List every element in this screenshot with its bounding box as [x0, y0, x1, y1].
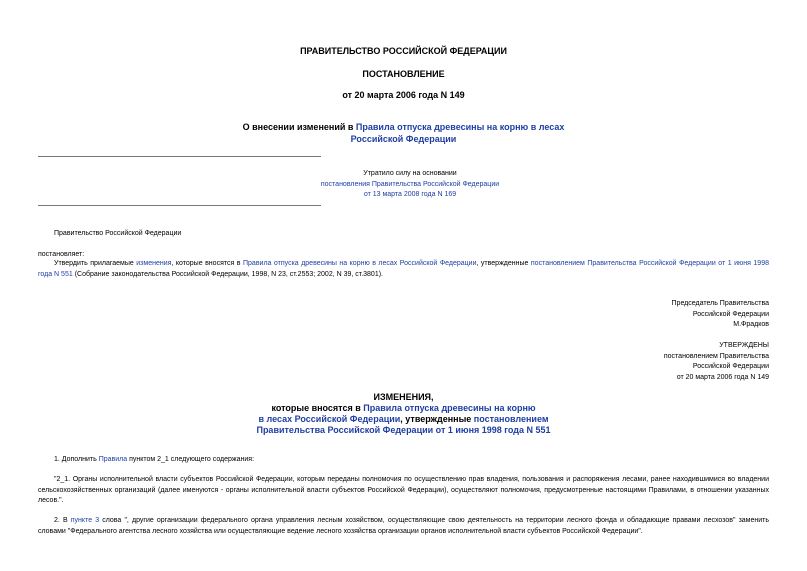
document-type: ПОСТАНОВЛЕНИЕ	[362, 69, 445, 79]
item-1	[54, 455, 254, 466]
changes-title-rules-link-cont[interactable]: в лесах Российской Федерации	[258, 414, 401, 424]
document-title-prefix: О внесении изменений в	[242, 122, 356, 132]
status-decree-link[interactable]: постановления Правительства Российской Федерации	[320, 180, 500, 188]
decree-551-link[interactable]: постановлением Правительства Российской Федерации от 1 июня 1998 года N 551	[38, 260, 769, 278]
item1-rules-link[interactable]: Правила	[98, 456, 128, 463]
divider-bottom	[38, 205, 321, 206]
document-title	[0, 121, 807, 145]
status-note	[300, 169, 520, 201]
item-2	[38, 516, 769, 537]
title-rules-link-cont[interactable]: Российской Федерации	[350, 134, 457, 144]
rules-link[interactable]: Правила отпуска древесины на корню в лесах Российской Федерации	[243, 260, 477, 267]
paragraph-approve	[38, 259, 769, 280]
changes-title-line1: ИЗМЕНЕНИЯ,	[373, 392, 434, 402]
signature-line1: Председатель Правительства	[671, 300, 769, 307]
approved-line2: постановлением Правительства	[663, 352, 769, 360]
approved-line3: Российской Федерации	[692, 363, 769, 370]
signature-name: М.Фрадков	[733, 321, 769, 328]
item1-text-b: пунктом 2_1 следующего содержания:	[127, 456, 255, 463]
title-rules-link[interactable]: Правила отпуска древесины на корню в лесах	[355, 122, 565, 132]
p1-text-b: , которые вносятся в	[171, 260, 243, 267]
decides-text: постановляет:	[38, 251, 85, 258]
changes-title-rules-link[interactable]: Правила отпуска древесины на корню	[363, 403, 536, 413]
approved-line4: от 20 марта 2006 года N 149	[676, 373, 769, 381]
p1-text-d: (Собрание законодательства Российской Федерации, 1998, N 23, ст.2553; 2002, N 39, ст.3801).	[72, 270, 383, 278]
item1-text-a: 1. Дополнить	[54, 456, 99, 463]
changes-link[interactable]: изменения	[136, 260, 172, 267]
document-org: ПРАВИТЕЛЬСТВО РОССИЙСКОЙ ФЕДЕРАЦИИ	[300, 46, 507, 56]
item-1-quote: "2_1. Органы исполнительной власти субъектов Российской Федерации, которым переданы полномочия по осуществлению прав владения, пользования и распоряжения лесами, ранее находившимися во владении сельскохозяйственных организаций (далее именуются - органы исполнительной власти субъектов Российской Федерации), осуществляют полномочия, предусмотренные настоящими Правилами, в отношении указанных лесов.".	[38, 476, 769, 504]
item2-point3-link[interactable]: пункте 3	[70, 517, 100, 524]
document-date-number: от 20 марта 2006 года N 149	[342, 90, 465, 100]
status-decree-date-link[interactable]: от 13 марта 2008 года N 169	[363, 191, 457, 198]
status-note-line1: Утратило силу на основании	[363, 170, 457, 177]
changes-title-decree-link-cont[interactable]: Правительства Российской Федерации от 1 июня 1998 года N 551	[256, 425, 551, 435]
changes-title-text-b: , утвержденные	[400, 414, 474, 424]
changes-title-decree-link[interactable]: постановлением	[473, 414, 549, 424]
p1-text-a: Утвердить прилагаемые	[54, 260, 137, 267]
changes-title	[0, 392, 807, 436]
issuer-text: Правительство Российской Федерации	[54, 230, 182, 237]
divider-top	[38, 156, 321, 157]
approved-block	[519, 341, 769, 383]
signature-line2: Российской Федерации	[692, 310, 769, 318]
changes-title-text-a: которые вносятся в	[271, 403, 364, 413]
item2-text-a: 2. В	[54, 517, 71, 524]
p1-text-c: , утвержденные	[476, 260, 531, 267]
item2-text-b: слова ", другие организации федерального органа управления лесным хозяйством, осуществляющие свою деятельность на территории лесного фонда и обладающие правами лесхозов" заменить словами "Федерального агентства лесного хозяйства или осуществляющие ведение лесного хозяйства организации органов исполнительной власти субъектов Российской Федерации".	[38, 517, 770, 535]
approved-line1: УТВЕРЖДЕНЫ	[719, 342, 769, 349]
signature-block	[519, 299, 769, 331]
